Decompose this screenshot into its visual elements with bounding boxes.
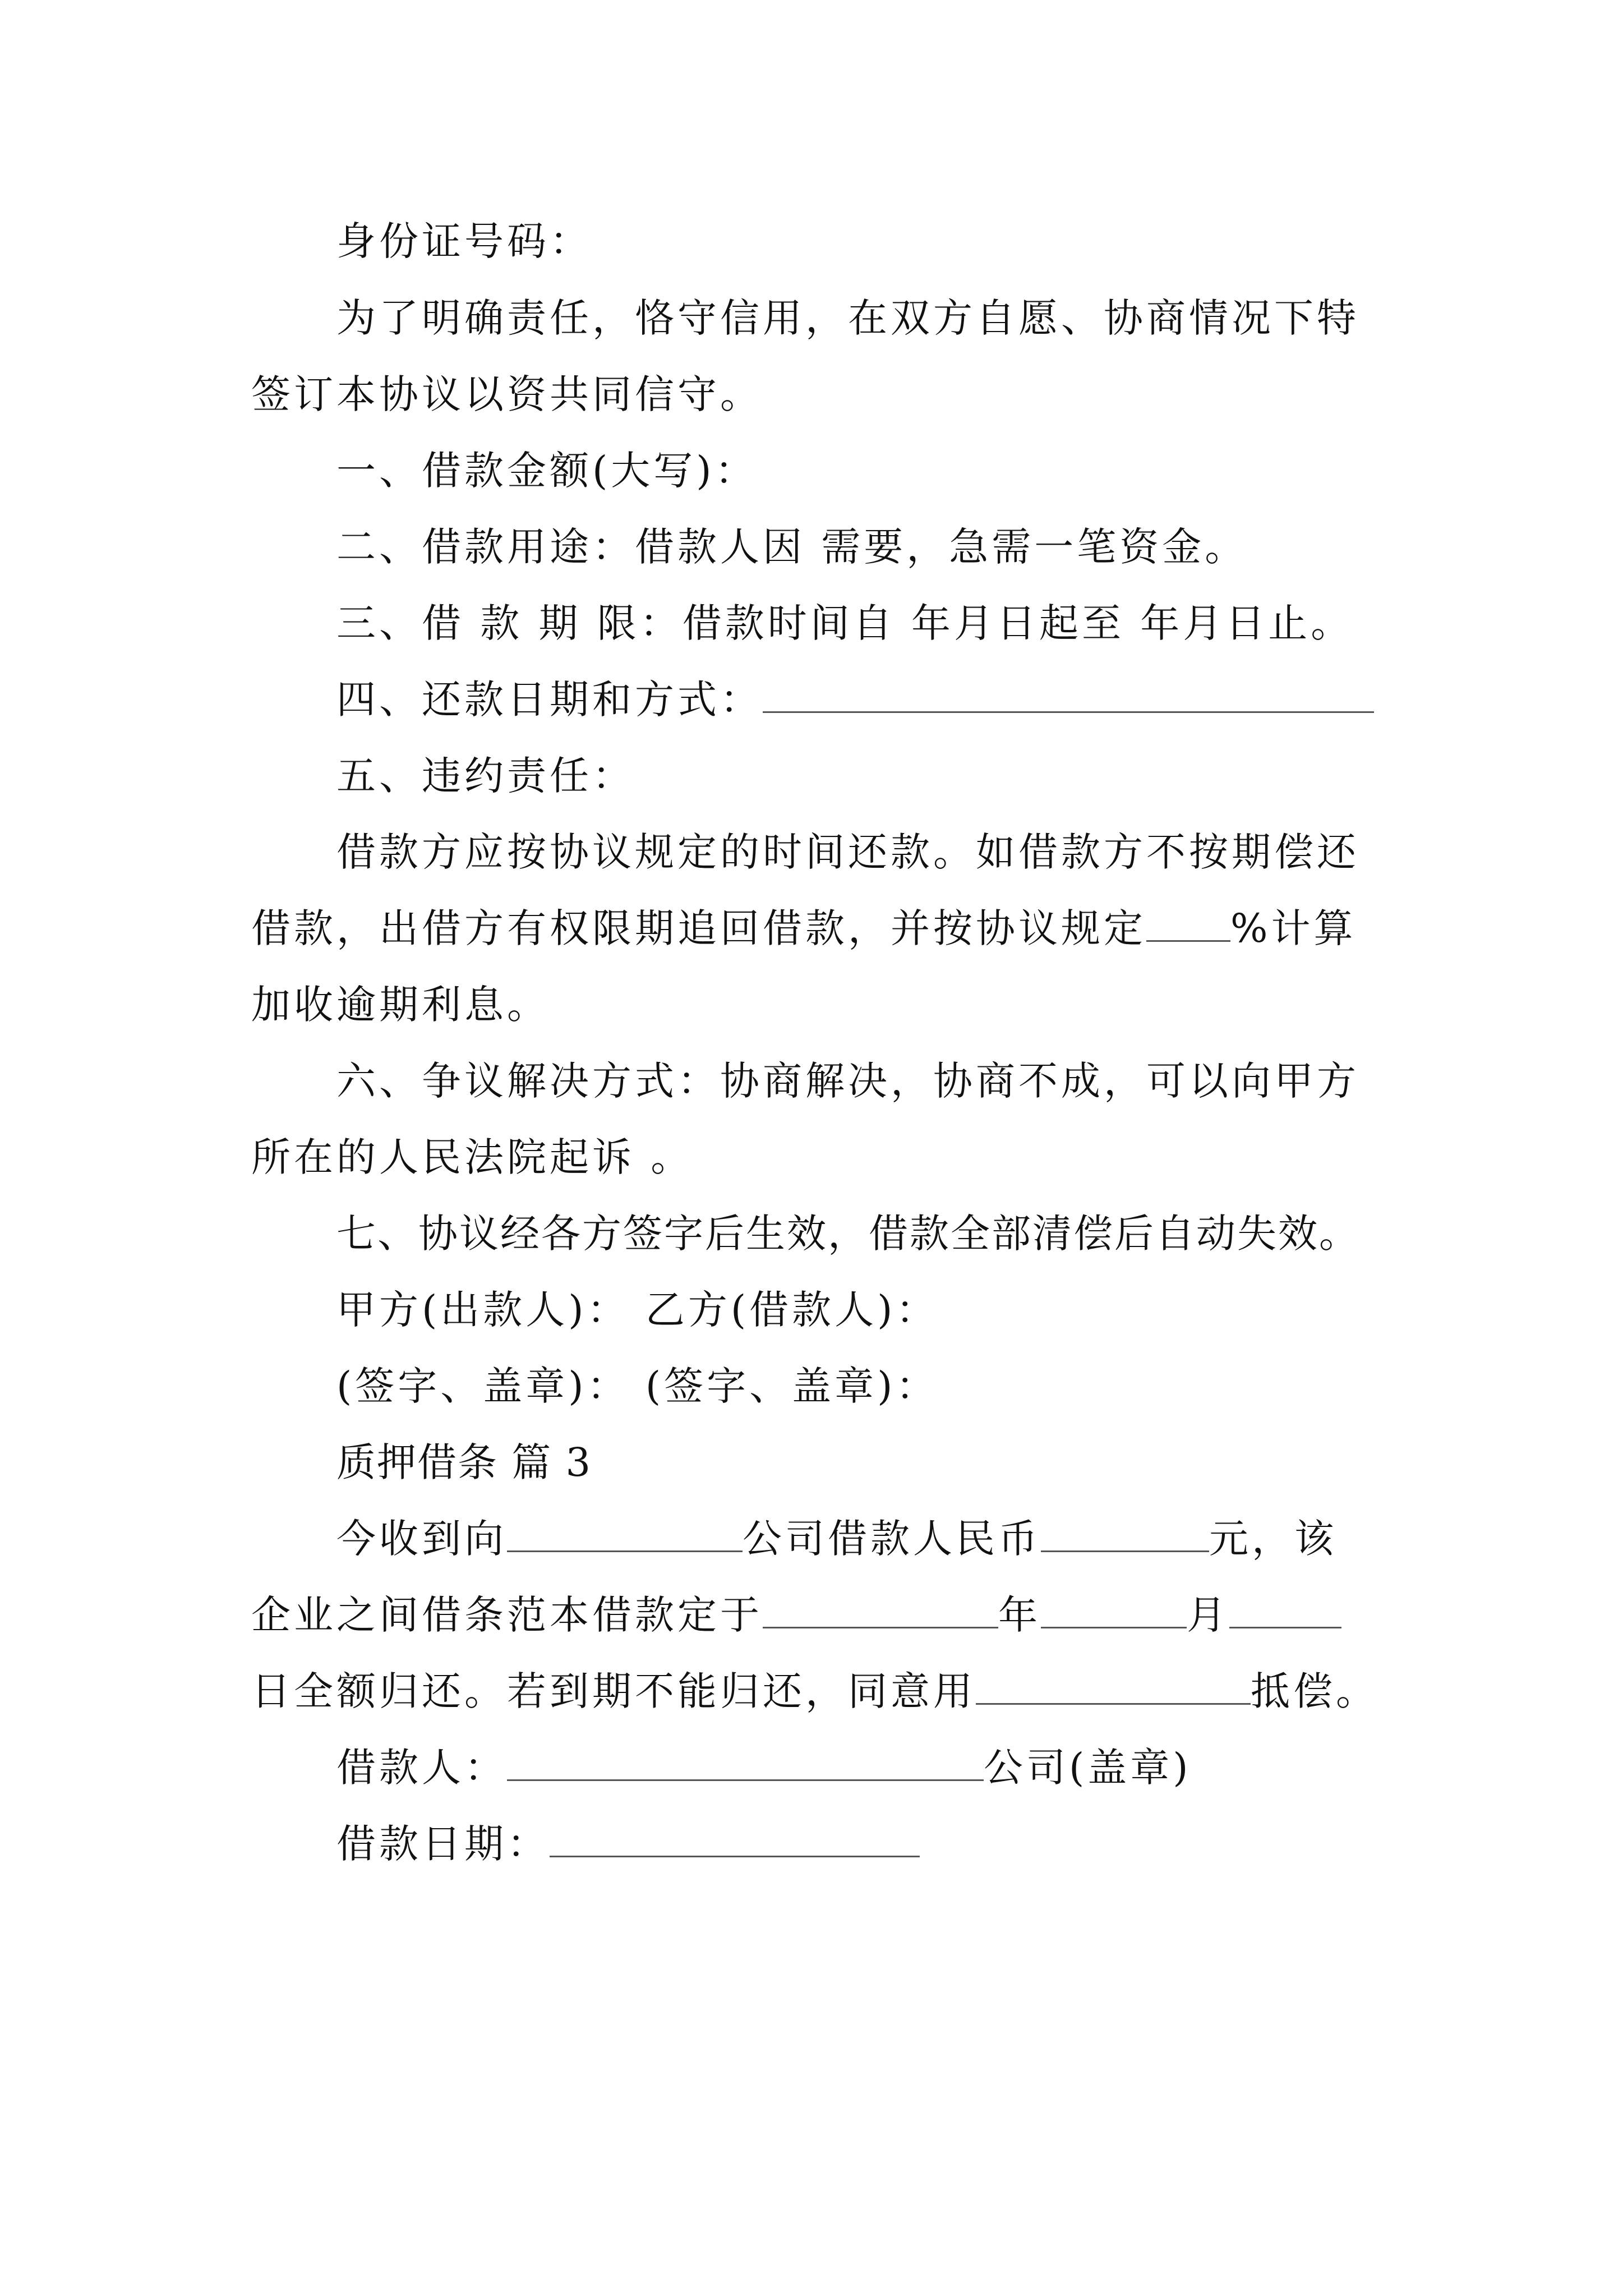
clause-1-amount bbox=[336, 445, 758, 496]
receipt-line-3 bbox=[251, 1666, 1378, 1717]
borrower-label: 借款人： bbox=[336, 1745, 507, 1791]
clause-4-repayment bbox=[336, 674, 1374, 725]
receipt-line-1 bbox=[336, 1513, 1337, 1564]
parties-line bbox=[336, 1285, 939, 1335]
preamble-text-1: 为了明确责任，恪守信用，在双方自愿、协商情况下特 bbox=[336, 295, 1359, 341]
month-label: 月 bbox=[1187, 1592, 1229, 1638]
preamble-line-2 bbox=[251, 369, 763, 420]
clause-7-text: 七、协议经各方签字后生效，借款全部清偿后自动失效。 bbox=[336, 1211, 1360, 1257]
signature-line bbox=[336, 1361, 939, 1411]
clause-6-text-1: 六、争议解决方式：协商解决，协商不成，可以向甲方 bbox=[336, 1058, 1359, 1104]
parties-text: 甲方(出款人)： 乙方(借款人)： bbox=[336, 1287, 939, 1333]
preamble-line-1 bbox=[336, 293, 1359, 343]
clause-2-text: 二、借款用途：借款人因 需要，急需一笔资金。 bbox=[336, 524, 1248, 570]
borrower-line bbox=[336, 1742, 1192, 1793]
preamble-text-2: 签订本协议以资共同信守。 bbox=[251, 371, 763, 417]
liability-text-3: 加收逾期利息。 bbox=[251, 982, 550, 1028]
liability-line-1 bbox=[336, 827, 1359, 877]
collateral-blank bbox=[976, 1668, 1251, 1705]
borrower-suffix: 公司(盖章) bbox=[984, 1745, 1192, 1791]
clause-6-line-2 bbox=[251, 1132, 693, 1182]
amount-blank bbox=[1041, 1516, 1209, 1552]
id-number-label: 身份证号码： bbox=[336, 218, 592, 264]
company-name-blank bbox=[507, 1516, 743, 1552]
clause-4-text: 四、还款日期和方式： bbox=[336, 677, 763, 723]
loan-date-label: 借款日期： bbox=[336, 1821, 550, 1867]
liability-line-3 bbox=[251, 979, 550, 1030]
clause-3-text: 三、借 款 期 限：借款时间自 年月日起至 年月日止。 bbox=[336, 600, 1354, 646]
liability-text-1: 借款方应按协议规定的时间还款。如借款方不按期偿还 bbox=[336, 829, 1359, 875]
year-label: 年 bbox=[998, 1592, 1041, 1638]
loan-date-line bbox=[336, 1819, 920, 1869]
clause-5-liability bbox=[336, 751, 635, 801]
loan-date-blank bbox=[550, 1821, 920, 1857]
year-blank bbox=[763, 1592, 998, 1628]
day-blank bbox=[1229, 1592, 1341, 1628]
borrower-blank bbox=[507, 1745, 984, 1781]
receipt-text-1a: 今收到向 bbox=[336, 1516, 507, 1562]
interest-rate-blank bbox=[1146, 905, 1230, 942]
id-number-line bbox=[336, 216, 592, 266]
clause-3-term bbox=[336, 598, 1353, 648]
receipt-text-2a: 企业之间借条范本借款定于 bbox=[251, 1592, 763, 1638]
clause-6-dispute bbox=[336, 1056, 1359, 1106]
clause-2-purpose bbox=[336, 522, 1247, 572]
clause-5-text: 五、违约责任： bbox=[336, 753, 635, 799]
month-blank bbox=[1041, 1592, 1187, 1628]
signature-text: (签字、盖章)： (签字、盖章)： bbox=[336, 1363, 939, 1409]
clause-1-text: 一、借款金额(大写)： bbox=[336, 448, 758, 494]
clause-7-effect bbox=[336, 1208, 1360, 1259]
receipt-text-1b: 公司借款人民币 bbox=[743, 1516, 1041, 1562]
clause-6-text-2: 所在的人民法院起诉 。 bbox=[251, 1134, 694, 1180]
section-heading bbox=[336, 1437, 592, 1488]
liability-line-2 bbox=[251, 903, 1357, 954]
section-heading-text: 质押借条 篇 3 bbox=[336, 1439, 592, 1485]
interest-rate-suffix: %计算 bbox=[1230, 905, 1357, 951]
receipt-text-3a: 日全额归还。若到期不能归还，同意用 bbox=[251, 1668, 976, 1714]
receipt-text-3b: 抵偿。 bbox=[1251, 1668, 1378, 1714]
receipt-line-2 bbox=[251, 1590, 1341, 1640]
receipt-text-1c: 元，该 bbox=[1209, 1516, 1337, 1562]
liability-text-2: 借款，出借方有权限期追回借款，并按协议规定 bbox=[251, 905, 1146, 951]
repayment-blank bbox=[763, 677, 1374, 713]
